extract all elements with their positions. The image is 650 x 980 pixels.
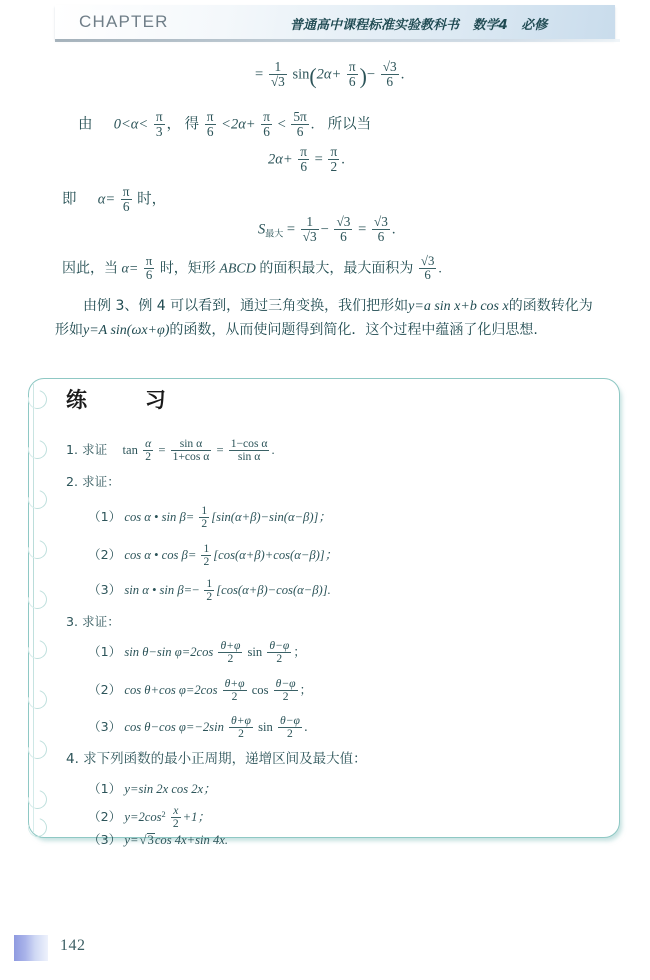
- eq1-arg-fraction: [347, 60, 358, 88]
- p3-1-f1-den: 2: [218, 652, 242, 665]
- p3-3-end: .: [303, 718, 308, 734]
- problem-4-item-1: [88, 782, 216, 797]
- problem-3-item-3: [88, 715, 308, 740]
- eq1-paren-close: ): [359, 64, 367, 89]
- final-alpha-den: 6: [144, 268, 155, 282]
- p2-3-lhs: sin α • sin β=: [124, 582, 193, 597]
- summary-text-2a: 形如: [55, 322, 83, 338]
- eq1-tail-numerator: √3: [382, 59, 397, 74]
- equation-max-area: [258, 215, 396, 243]
- p2-3-coef-den: 2: [206, 589, 213, 603]
- problem-3-item-2: [88, 678, 312, 703]
- rectangle-phrase: 时，矩形: [159, 260, 216, 277]
- p1-equals-1: =: [158, 442, 166, 457]
- p2-1-tag: （1）: [88, 508, 122, 524]
- p4-1-expression: y=sin 2x cos 2x；: [124, 782, 216, 796]
- p2-1-rhs: [sin(α+β)−sin(α−β)]；: [211, 509, 332, 524]
- derived-middle-expr: <2α+: [221, 116, 256, 133]
- suoyi-dang-text: 所以当: [327, 116, 372, 133]
- summary-formula-asinx: y=a sin x+b cos x: [408, 299, 509, 314]
- p3-3-f2-num: θ−φ: [279, 714, 300, 727]
- p3-2-mid: cos: [251, 682, 269, 697]
- p3-1-lhs: sin θ−sin φ=2cos: [124, 644, 214, 659]
- p3-1-end: ；: [293, 643, 306, 659]
- p2-3-rhs: [cos(α+β)−cos(α−β)].: [216, 582, 331, 597]
- page-header-bar: [55, 5, 615, 39]
- p4-3-expr-prefix: y=: [124, 833, 139, 847]
- p1-rhs1-fraction: [171, 438, 212, 463]
- eq3-period: .: [391, 221, 396, 238]
- s-symbol: S: [258, 221, 266, 238]
- p2-1-lhs: cos α • sin β=: [124, 509, 195, 524]
- problem-4-item-3: [88, 833, 228, 848]
- eq1-tail-fraction: [381, 60, 399, 88]
- problem-4-label-row: [66, 752, 367, 767]
- p3-1-fraction-2: [267, 640, 291, 665]
- eq1-paren-open: (: [309, 64, 317, 89]
- p2-1-coefficient: [199, 505, 209, 530]
- p1-half-den: 2: [143, 450, 153, 463]
- summary-text-1c: 的函数转化为: [508, 298, 593, 314]
- lead-character-ji: 即: [62, 191, 77, 208]
- p4-2-f-num: x: [173, 804, 179, 817]
- problem-2-label-row: [66, 475, 120, 490]
- p3-3-f1-den: 2: [229, 727, 253, 740]
- eq1-arg-denominator: 6: [347, 74, 358, 89]
- eq3-minus: −: [320, 221, 329, 238]
- eq3-result-num: √3: [373, 214, 388, 229]
- summary-text-1a: 由例 3、例 4 可以看到，通过三角变换，我们把形如: [83, 298, 409, 314]
- final-conclusion-line: [62, 255, 442, 282]
- p4-2-f-den: 2: [172, 816, 179, 830]
- final-alpha-fraction: [144, 255, 155, 282]
- problem-4-label: 4. 求下列函数的最小正周期，递增区间及最大值：: [66, 751, 367, 767]
- eq3-term2-den: 6: [334, 229, 352, 244]
- p3-2-tag: （2）: [88, 681, 122, 697]
- problem-3-item-1: [88, 640, 306, 665]
- p2-2-coef-num: 1: [203, 542, 210, 555]
- p2-2-coefficient: [201, 543, 211, 568]
- problem-2-label: 2. 求证：: [66, 474, 120, 489]
- eq3-result-fraction: [372, 215, 390, 243]
- p1-rhs1-den: 1+cos α: [172, 449, 210, 463]
- eq3-term2-fraction: [334, 215, 352, 243]
- p2-1-coef-num: 1: [201, 504, 208, 517]
- conclusion-alpha-line: [62, 185, 166, 213]
- derived-middle-num: π: [263, 109, 270, 124]
- p3-1-f2-num: θ−φ: [269, 639, 290, 652]
- p3-2-end: ；: [299, 681, 313, 697]
- derived-lower-fraction: [205, 110, 216, 138]
- eq2-rhs-num: π: [330, 144, 338, 159]
- p3-3-lhs: cos θ−cos φ=−2sin: [124, 719, 224, 734]
- eq2-period: .: [341, 151, 345, 168]
- eq1-tail-denominator: 6: [381, 74, 399, 89]
- eq3-term1-den: √3: [302, 228, 317, 244]
- eq1-arg-numerator: π: [348, 59, 356, 74]
- derived-upper-num: 5π: [293, 109, 307, 124]
- eq3-term1-fraction: [301, 215, 319, 243]
- p2-2-coef-den: 2: [203, 554, 210, 568]
- derived-lower-num: π: [206, 109, 214, 124]
- p3-3-tag: （3）: [88, 718, 122, 734]
- chapter-label: CHAPTER: [79, 12, 169, 31]
- final-period: .: [438, 261, 442, 277]
- eq2-rhs-fraction: [328, 145, 339, 173]
- derived-middle-fraction: [261, 110, 272, 138]
- eq1-period: .: [400, 66, 405, 83]
- p3-3-mid: sin: [258, 719, 273, 734]
- rectangle-label-abcd: ABCD: [219, 261, 256, 277]
- problem-3-label: 3. 求证：: [66, 614, 120, 629]
- p1-equals-2: =: [216, 442, 224, 457]
- p2-2-lhs: cos α • cos β=: [124, 547, 197, 562]
- lead-character-you: 由: [78, 116, 93, 133]
- inequality-derivation-line: [78, 110, 371, 138]
- s-subscript-zuida: 最大: [265, 229, 284, 240]
- p1-half-num: α: [145, 437, 152, 450]
- p4-3-sqrt: [138, 833, 154, 848]
- p3-1-f2-den: 2: [267, 652, 291, 665]
- summary-text-2c: 的函数，从而使问题得到简化．这个过程中蕴涵了化归思想.: [169, 322, 538, 338]
- eq3-term1-num: 1: [306, 214, 313, 229]
- problem-1-label: 1. 求证: [66, 441, 108, 457]
- eq3-equals-1: =: [286, 221, 296, 238]
- summary-formula-asin-omega: y=A sin(ωx+φ): [83, 323, 170, 338]
- p3-2-f2-den: 2: [274, 690, 298, 703]
- eq3-result-den: 6: [372, 229, 390, 244]
- p1-period: .: [271, 442, 275, 457]
- p2-2-tag: （2）: [88, 546, 122, 562]
- eq2-lhs-num: π: [300, 144, 308, 159]
- problem-1: [66, 438, 275, 463]
- page-number: 142: [60, 937, 86, 954]
- final-alpha-equals: α=: [121, 261, 139, 277]
- yinci-prefix: 因此，当: [62, 260, 118, 277]
- alpha-value-fraction: [121, 185, 132, 213]
- p4-2-exponent: 2: [161, 810, 166, 820]
- eq2-lhs-den: 6: [298, 159, 309, 174]
- final-area-den: 6: [419, 268, 437, 282]
- final-area-num: √3: [420, 254, 435, 268]
- header-divider: [55, 39, 620, 42]
- p4-3-expr-suffix: cos 4x+sin 4x.: [154, 833, 229, 847]
- eq1-sin: sin: [292, 66, 310, 83]
- comma-1: ，: [166, 116, 182, 133]
- less-than-sign: <: [277, 116, 286, 133]
- alpha-equals: α=: [97, 191, 116, 208]
- p3-2-f2-num: θ−φ: [275, 677, 296, 690]
- equation-critical-value: [268, 145, 345, 173]
- eq2-rhs-den: 2: [328, 159, 339, 174]
- shi-suffix: 时，: [137, 191, 167, 208]
- footer-color-swatch: [14, 935, 48, 961]
- p1-tan: tan: [122, 442, 138, 457]
- p3-2-lhs: cos θ+cos φ=2cos: [124, 682, 218, 697]
- p3-3-fraction-1: [229, 715, 253, 740]
- p3-1-mid: sin: [247, 644, 263, 659]
- p3-1-f1-num: θ+φ: [220, 639, 241, 652]
- eq1-coefficient-fraction: [269, 60, 287, 88]
- p1-half-angle-fraction: [143, 438, 153, 463]
- p1-rhs1-num: sin α: [179, 437, 203, 450]
- summary-paragraph-line-2: [55, 320, 538, 341]
- p3-1-tag: （1）: [88, 643, 122, 659]
- max-area-phrase: 的面积最大，最大面积为: [259, 260, 414, 277]
- p3-2-fraction-1: [223, 678, 247, 703]
- final-area-fraction: [419, 255, 437, 282]
- eq2-equals: =: [314, 151, 323, 168]
- p4-2-expr-suffix: +1；: [182, 809, 211, 824]
- alpha-value-den: 6: [121, 199, 132, 214]
- problem-2-item-1: [88, 505, 331, 530]
- p4-3-radical-sign: √: [139, 833, 147, 847]
- p2-3-tag: （3）: [88, 581, 122, 597]
- p4-2-tag: （2）: [88, 808, 122, 824]
- p4-3-radicand: 3: [147, 833, 154, 847]
- range-upper-num: π: [155, 109, 163, 124]
- p3-3-f2-den: 2: [278, 727, 302, 740]
- problem-2-item-2: [88, 543, 337, 568]
- eq1-equals: =: [255, 66, 264, 83]
- derived-lower-den: 6: [205, 124, 216, 139]
- eq1-arg-linear: 2α+: [316, 66, 342, 83]
- p3-2-f1-num: θ+φ: [224, 677, 245, 690]
- p3-1-fraction-1: [218, 640, 242, 665]
- range-upper-den: 3: [154, 124, 165, 139]
- p1-rhs2-num: 1−cos α: [230, 437, 268, 450]
- problem-2-item-3: [88, 578, 331, 603]
- eq2-lhs-fraction: [298, 145, 309, 173]
- derived-middle-den: 6: [261, 124, 272, 139]
- derived-upper-fraction: [291, 110, 308, 138]
- equation-continued-area: [255, 60, 404, 89]
- p4-1-tag: （1）: [88, 781, 122, 796]
- p4-2-expr-prefix: y=2cos: [124, 809, 162, 824]
- p2-3-sign: −: [192, 582, 200, 597]
- p3-2-f1-den: 2: [223, 690, 247, 703]
- p2-2-rhs: [cos(α+β)+cos(α−β)]；: [213, 547, 338, 562]
- p2-3-coef-num: 1: [206, 577, 213, 590]
- eq2-lhs: 2α+: [268, 151, 293, 168]
- p1-rhs2-den: sin α: [229, 450, 270, 463]
- p4-2-fraction: [171, 805, 181, 830]
- p3-3-fraction-2: [278, 715, 302, 740]
- p3-3-f1-num: θ+φ: [231, 714, 251, 727]
- p2-1-coef-den: 2: [201, 516, 208, 530]
- alpha-value-num: π: [122, 184, 130, 199]
- p3-2-fraction-2: [274, 678, 298, 703]
- eq3-term2-num: √3: [336, 214, 351, 229]
- derived-upper-den: 6: [291, 124, 308, 139]
- character-de: 得: [184, 116, 200, 133]
- eq3-equals-2: =: [358, 221, 367, 238]
- range-alpha: 0<α<: [113, 116, 149, 133]
- eq1-minus: −: [366, 66, 376, 83]
- eq1-coef-numerator: 1: [274, 59, 282, 74]
- p2-3-coefficient: [204, 578, 214, 603]
- eq1-coef-denominator: √3: [270, 73, 285, 89]
- final-alpha-num: π: [145, 254, 153, 268]
- problem-4-item-2: [88, 805, 210, 830]
- p1-rhs2-fraction: [229, 438, 270, 463]
- period-1: .: [310, 116, 315, 133]
- p4-3-tag: （3）: [88, 832, 122, 847]
- problem-3-label-row: [66, 615, 120, 630]
- summary-paragraph-line-1: [83, 296, 593, 317]
- exercise-title: 练 习: [66, 388, 175, 412]
- book-title: 普通高中课程标准实验教科书 数学4 必修: [290, 18, 548, 33]
- range-upper-fraction: [154, 110, 165, 138]
